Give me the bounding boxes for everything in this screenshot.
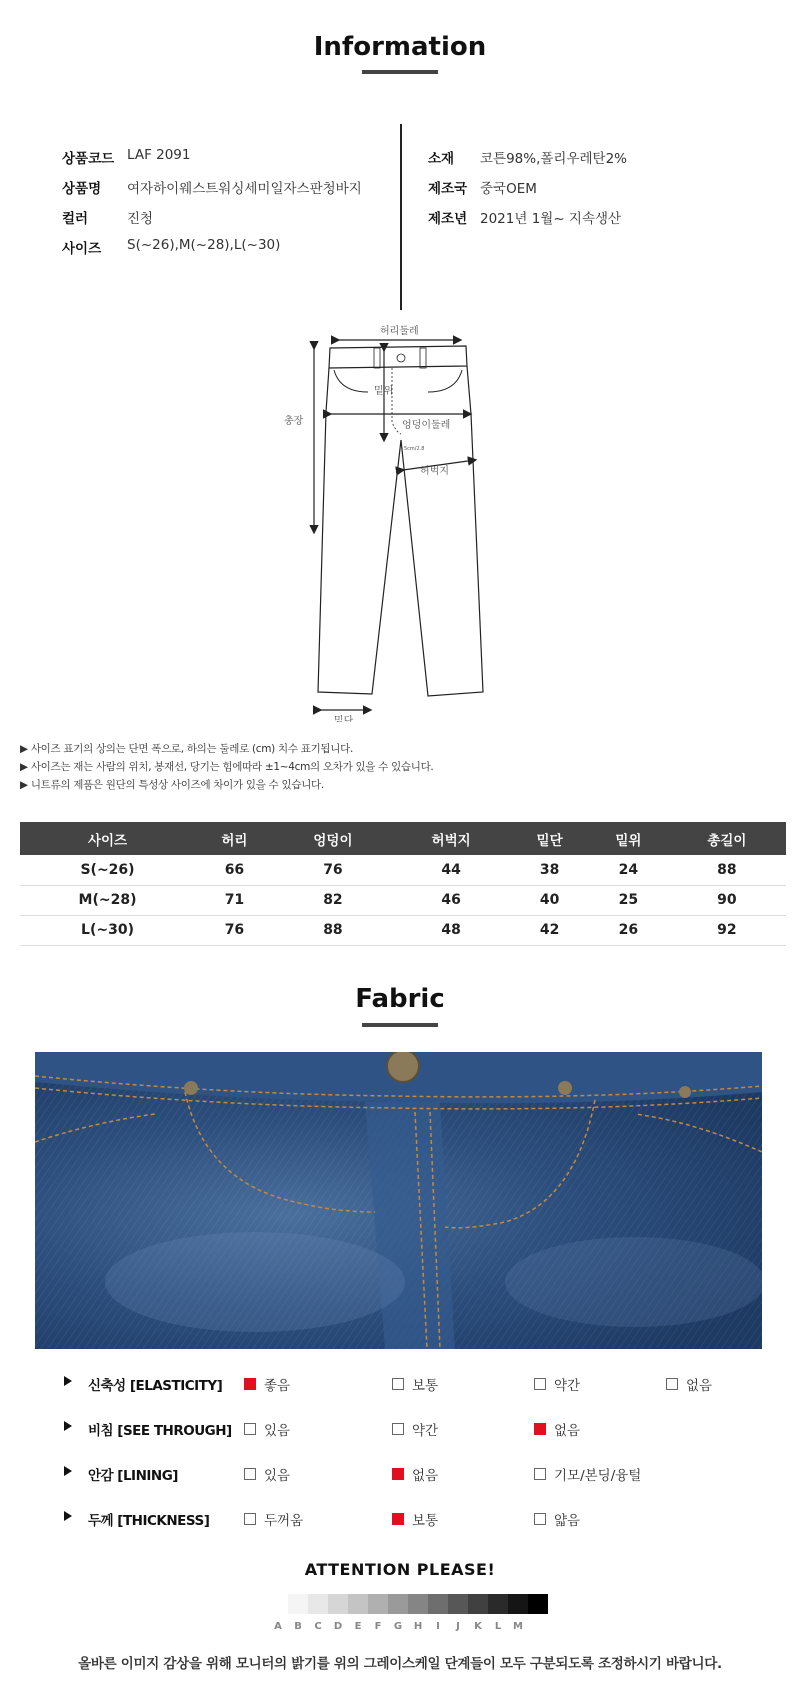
grayscale-letter: M: [513, 1621, 523, 1632]
table-cell: 40: [510, 885, 589, 915]
property-label: 비침 [SEE THROUGH]: [88, 1423, 232, 1439]
checkbox-checked-icon: [244, 1378, 256, 1390]
grayscale-letter: L: [494, 1621, 502, 1632]
hem-label: 밑단: [334, 716, 354, 722]
table-cell: 26: [589, 915, 668, 945]
option-label: 기모/본딩/융털: [554, 1468, 642, 1484]
note-item: ▶ 니트류의 제품은 원단의 특성상 사이즈에 차이가 있을 수 있습니다.: [20, 779, 324, 791]
grayscale-letter: F: [374, 1621, 382, 1632]
header-cell: 밑위: [589, 822, 668, 855]
info-row-country: [428, 177, 627, 207]
grayscale-letters: [268, 1621, 528, 1632]
table-cell: 88: [274, 915, 392, 945]
grayscale-swatch: [288, 1594, 308, 1614]
checkbox-checked-icon: [392, 1513, 404, 1525]
grayscale-letter: D: [333, 1621, 343, 1632]
header-cell: 엉덩이: [274, 822, 392, 855]
fabric-photo: [35, 1052, 762, 1349]
size-table: [20, 822, 786, 946]
option-checkbox[interactable]: [392, 1509, 438, 1529]
grayscale-swatch: [428, 1594, 448, 1614]
info-key: 컬러: [62, 211, 89, 227]
option-label: 보통: [412, 1513, 439, 1529]
jeans-outline-svg: [270, 322, 530, 722]
denim-texture-svg: [35, 1052, 762, 1349]
grayscale-letter: A: [274, 1621, 282, 1632]
option-checkbox[interactable]: [244, 1419, 290, 1439]
grayscale-swatch: [448, 1594, 468, 1614]
info-row-color: [62, 207, 362, 237]
info-divider: [400, 124, 402, 310]
table-cell: 76: [274, 855, 392, 885]
info-key: 제조국: [428, 181, 468, 197]
table-cell: 82: [274, 885, 392, 915]
option-checkbox[interactable]: [534, 1509, 580, 1529]
fabric-title-underline: [362, 1023, 438, 1027]
checkbox-empty-icon: [392, 1423, 404, 1435]
option-label: 두꺼움: [264, 1513, 304, 1529]
info-key: 사이즈: [62, 241, 102, 257]
option-label: 약간: [554, 1378, 581, 1394]
option-label: 없음: [412, 1468, 439, 1484]
option-label: 보통: [412, 1378, 439, 1394]
table-cell: 66: [195, 855, 274, 885]
header-cell: 사이즈: [20, 822, 195, 855]
note-item: ▶ 사이즈는 재는 사람의 위치, 봉재선, 당기는 힘에따라 ±1~4cm의 오차가 있을 수 있습니다.: [20, 761, 434, 773]
info-row-product-name: [62, 177, 362, 207]
property-elasticity: [0, 1372, 800, 1394]
table-cell: L(~30): [20, 915, 195, 945]
info-value: LAF 2091: [127, 147, 191, 163]
checkbox-empty-icon: [534, 1378, 546, 1390]
thigh-label: 허벅지: [420, 466, 449, 477]
play-arrow-icon: [64, 1421, 72, 1431]
table-cell: 44: [392, 855, 510, 885]
property-thickness: [0, 1507, 800, 1529]
table-row: [20, 885, 786, 915]
grayscale-swatch: [308, 1594, 328, 1614]
info-key: 소재: [428, 151, 455, 167]
table-cell: 71: [195, 885, 274, 915]
size-notes: [20, 740, 433, 794]
play-arrow-icon: [64, 1511, 72, 1521]
property-label: 안감 [LINING]: [88, 1468, 178, 1484]
grayscale-letter: H: [413, 1621, 423, 1632]
brightness-note: 올바른 이미지 감상을 위해 모니터의 밝기를 위의 그레이스케일 단계들이 모두 구분되도록 조정하시기 바랍니다.: [78, 1656, 722, 1672]
table-cell: 38: [510, 855, 589, 885]
option-label: 있음: [264, 1423, 291, 1439]
header-cell: 밑단: [510, 822, 589, 855]
grayscale-swatch: [408, 1594, 428, 1614]
info-value: 2021년 1월~ 지속생산: [480, 211, 622, 227]
grayscale-bar: [288, 1594, 548, 1614]
table-cell: S(~26): [20, 855, 195, 885]
option-checkbox[interactable]: [534, 1419, 580, 1439]
rise-label: 밑위: [374, 386, 394, 397]
table-cell: 42: [510, 915, 589, 945]
play-arrow-icon: [64, 1466, 72, 1476]
grayscale-swatch: [528, 1594, 548, 1614]
information-title-underline: [362, 70, 438, 74]
option-checkbox[interactable]: [534, 1374, 580, 1394]
info-value: S(~26),M(~28),L(~30): [127, 237, 281, 253]
play-arrow-icon: [64, 1376, 72, 1386]
fabric-title: Fabric: [355, 984, 445, 1014]
option-label: 좋음: [264, 1378, 291, 1394]
waist-label: 허리둘레: [380, 326, 419, 337]
option-checkbox[interactable]: [244, 1509, 303, 1529]
hip-label: 엉덩이둘레: [402, 420, 451, 431]
property-lining: [0, 1462, 800, 1484]
attention-title: ATTENTION PLEASE!: [304, 1560, 496, 1579]
grayscale-letter: E: [354, 1621, 362, 1632]
header-cell: 허벅지: [392, 822, 510, 855]
option-label: 얇음: [554, 1513, 581, 1529]
checkbox-empty-icon: [244, 1423, 256, 1435]
info-row-product-code: [62, 147, 362, 177]
size-table-header: [20, 822, 786, 855]
property-label: 신축성 [ELASTICITY]: [88, 1378, 223, 1394]
grayscale-swatch: [348, 1594, 368, 1614]
small-measure-label: 5cm/2.8: [404, 446, 425, 452]
property-label: 두께 [THICKNESS]: [88, 1513, 210, 1529]
grayscale-letter: B: [294, 1621, 302, 1632]
table-cell: 48: [392, 915, 510, 945]
info-value: 코튼98%,폴리우레탄2%: [480, 151, 628, 167]
table-cell: 88: [668, 855, 786, 885]
length-label: 총장: [284, 416, 304, 427]
info-value: 중국OEM: [480, 181, 537, 197]
info-key: 상품코드: [62, 151, 115, 167]
table-row: [20, 855, 786, 885]
grayscale-swatch: [468, 1594, 488, 1614]
table-cell: 25: [589, 885, 668, 915]
grayscale-swatch: [388, 1594, 408, 1614]
info-key: 상품명: [62, 181, 102, 197]
product-info-right: [428, 147, 627, 237]
grayscale-swatch: [328, 1594, 348, 1614]
info-value: 여자하이웨스트워싱세미일자스판청바지: [127, 181, 362, 197]
product-info-left: [62, 147, 362, 267]
grayscale-letter: J: [456, 1621, 460, 1632]
option-checkbox[interactable]: [534, 1464, 641, 1484]
checkbox-empty-icon: [244, 1468, 256, 1480]
checkbox-empty-icon: [666, 1378, 678, 1390]
checkbox-empty-icon: [392, 1378, 404, 1390]
info-value: 진청: [127, 211, 154, 227]
table-cell: 92: [668, 915, 786, 945]
option-label: 약간: [412, 1423, 439, 1439]
information-title: Information: [313, 32, 487, 62]
checkbox-empty-icon: [534, 1468, 546, 1480]
option-label: 있음: [264, 1468, 291, 1484]
option-checkbox[interactable]: [392, 1464, 438, 1484]
checkbox-empty-icon: [534, 1513, 546, 1525]
grayscale-swatch: [508, 1594, 528, 1614]
header-cell: 허리: [195, 822, 274, 855]
info-row-manufacture-date: [428, 207, 627, 237]
grayscale-letter: K: [474, 1621, 482, 1632]
info-row-material: [428, 147, 627, 177]
info-row-size: [62, 237, 362, 267]
table-cell: 24: [589, 855, 668, 885]
option-label: 없음: [554, 1423, 581, 1439]
option-checkbox[interactable]: [244, 1464, 290, 1484]
grayscale-swatch: [488, 1594, 508, 1614]
option-checkbox[interactable]: [666, 1374, 712, 1394]
table-cell: M(~28): [20, 885, 195, 915]
table-cell: 76: [195, 915, 274, 945]
grayscale-swatch: [368, 1594, 388, 1614]
info-key: 제조년: [428, 211, 468, 227]
note-item: ▶ 사이즈 표기의 상의는 단면 폭으로, 하의는 둘레로 (cm) 치수 표기됩니다.: [20, 743, 353, 755]
table-row: [20, 915, 786, 945]
grayscale-letter: G: [393, 1621, 403, 1632]
checkbox-empty-icon: [244, 1513, 256, 1525]
option-checkbox[interactable]: [392, 1374, 438, 1394]
table-cell: 90: [668, 885, 786, 915]
table-cell: 46: [392, 885, 510, 915]
checkbox-checked-icon: [392, 1468, 404, 1480]
option-label: 없음: [686, 1378, 713, 1394]
grayscale-letter: I: [436, 1621, 440, 1632]
header-cell: 총길이: [668, 822, 786, 855]
option-checkbox[interactable]: [392, 1419, 438, 1439]
checkbox-checked-icon: [534, 1423, 546, 1435]
property-see-through: [0, 1417, 800, 1439]
option-checkbox[interactable]: [244, 1374, 290, 1394]
grayscale-letter: C: [314, 1621, 322, 1632]
measurement-diagram: [270, 322, 530, 722]
